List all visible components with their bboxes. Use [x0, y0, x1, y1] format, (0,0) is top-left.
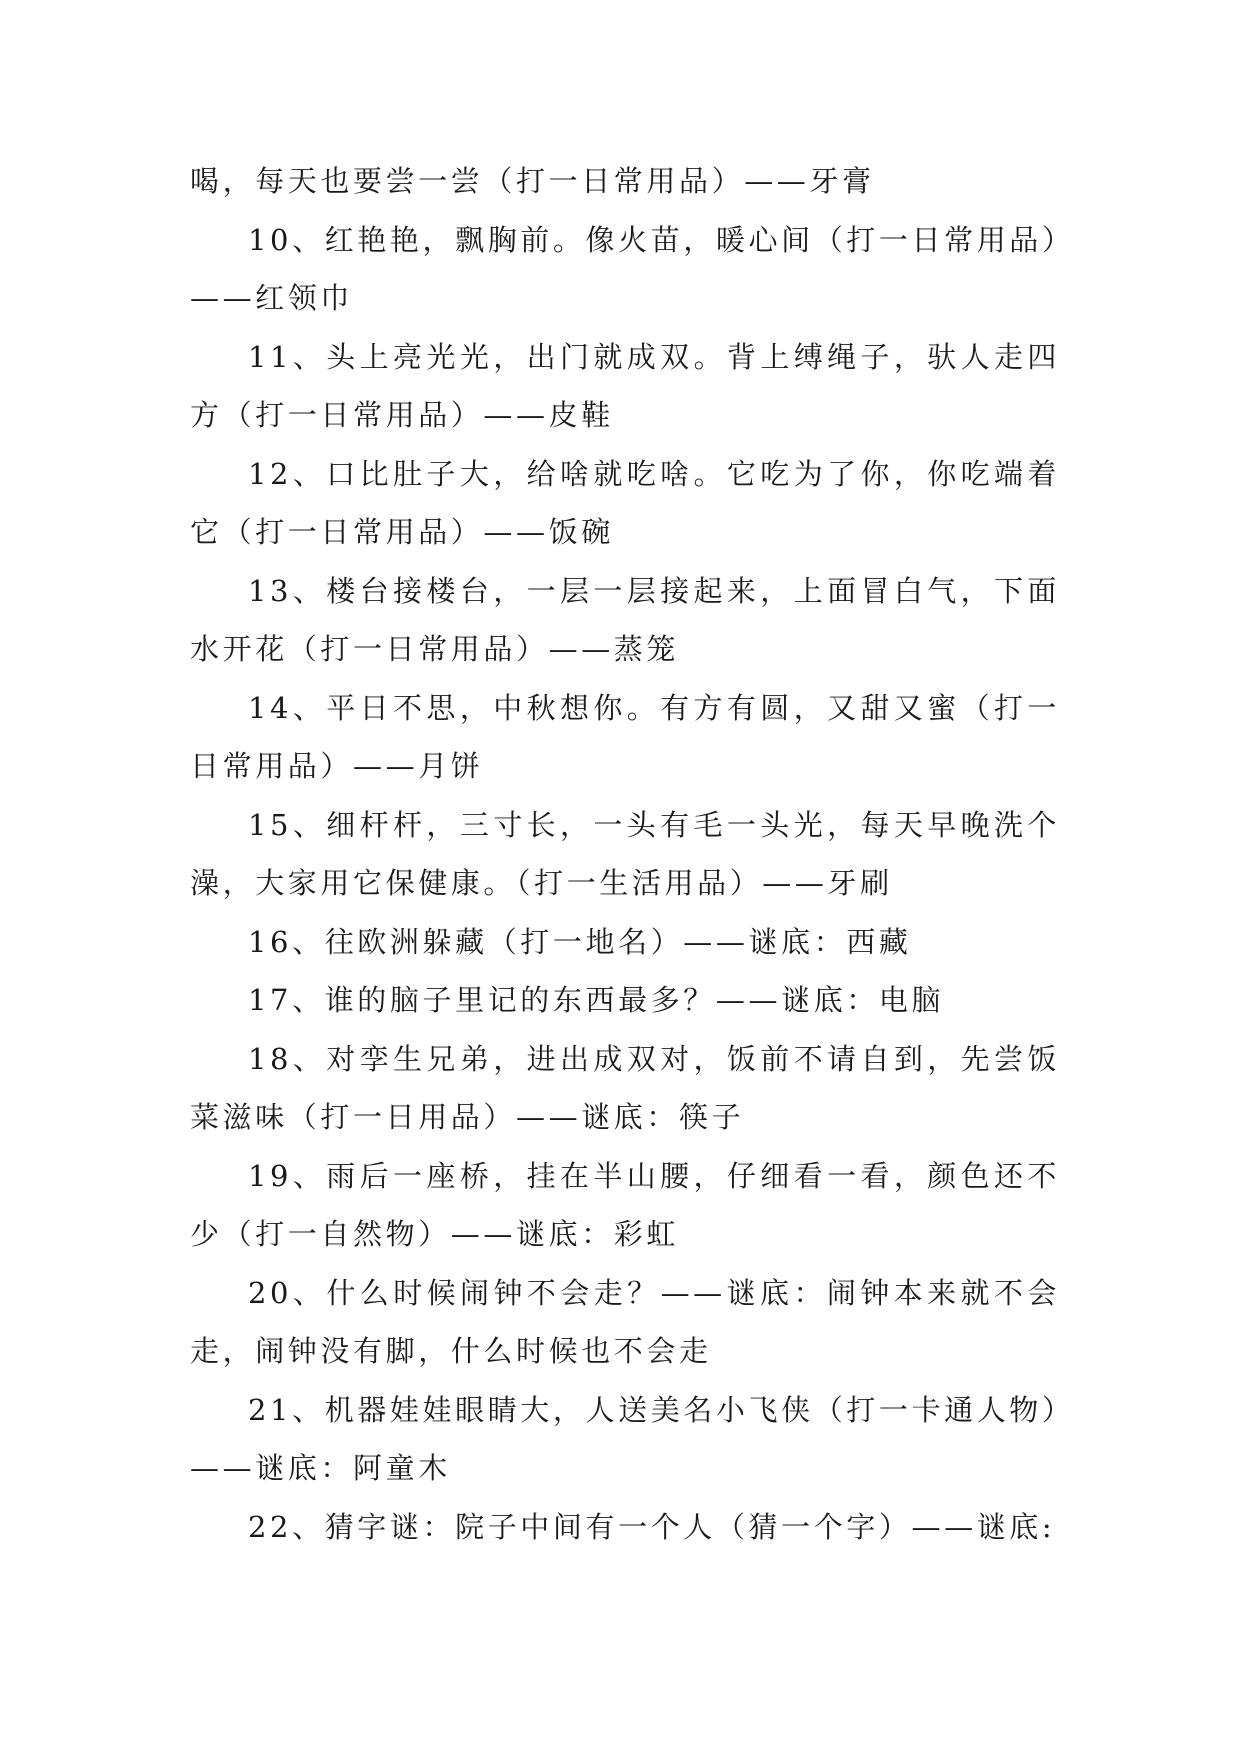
- riddle-15: 15、细杆杆，三寸长，一头有毛一头光，每天早晚洗个澡，大家用它保健康。（打一生活用品）——牙刷: [190, 807, 1060, 900]
- riddle-10: 10、红艳艳，飘胸前。像火苗，暖心间（打一日常用品）——红领巾: [190, 222, 1061, 315]
- riddle-12: 12、口比肚子大，给啥就吃啥。它吃为了你，你吃端着它（打一日常用品）——饭碗: [190, 456, 1060, 549]
- riddle-11: 11、头上亮光光，出门就成双。背上缚绳子，驮人走四方（打一日常用品）——皮鞋: [190, 339, 1060, 432]
- riddle-21: 21、机器娃娃眼睛大，人送美名小飞侠（打一卡通人物）——谜底：阿童木: [190, 1392, 1061, 1485]
- paragraph-answer-toothpaste: 喝，每天也要尝一尝（打一日常用品）——牙膏: [190, 164, 875, 198]
- riddle-20: 20、什么时候闹钟不会走？——谜底：闹钟本来就不会走，闹钟没有脚，什么时候也不会走: [190, 1275, 1060, 1368]
- document-body: [190, 152, 1060, 1556]
- riddle-13: 13、楼台接楼台，一层一层接起来，上面冒白气，下面水开花（打一日常用品）——蒸笼: [190, 573, 1060, 666]
- riddle-16: 16、往欧洲躲藏（打一地名）——谜底：西藏: [248, 924, 912, 959]
- riddle-14: 14、平日不思，中秋想你。有方有圆，又甜又蜜（打一日常用品）——月饼: [190, 690, 1060, 783]
- riddle-19: 19、雨后一座桥，挂在半山腰，仔细看一看，颜色还不少（打一自然物）——谜底：彩虹: [190, 1158, 1060, 1251]
- riddle-22: 22、猜字谜：院子中间有一个人（猜一个字）——谜底:: [248, 1509, 1056, 1544]
- riddle-18: 18、对孪生兄弟，进出成双对，饭前不请自到，先尝饭菜滋味（打一日用品）——谜底：筷子: [190, 1041, 1060, 1134]
- riddle-17: 17、谁的脑子里记的东西最多？——谜底：电脑: [248, 983, 945, 1017]
